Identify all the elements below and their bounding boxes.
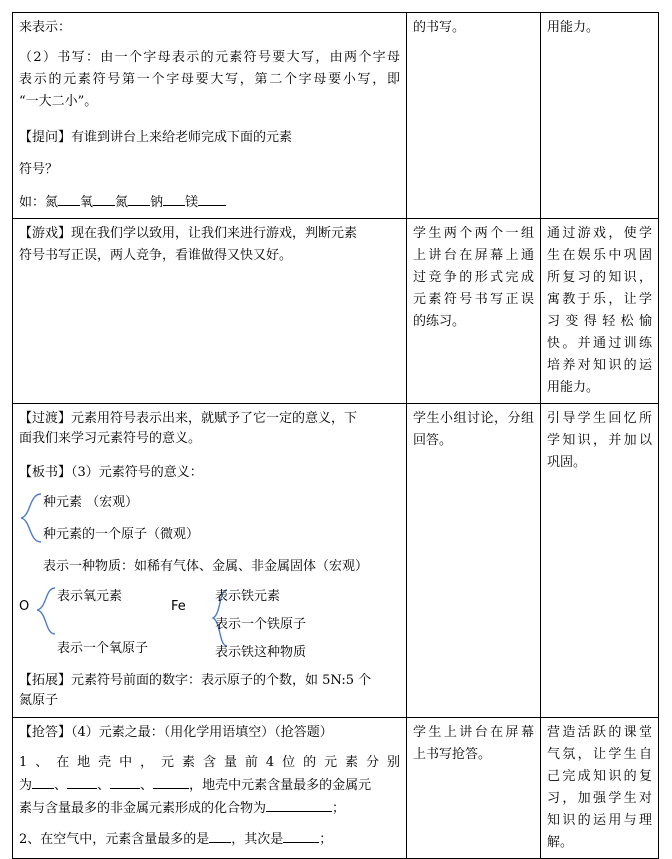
fill-blank	[93, 191, 115, 206]
oxygen-symbol: O	[19, 599, 30, 614]
fill-blank	[58, 191, 80, 206]
content-line: 学生小组讨论，分组	[413, 411, 534, 426]
meaning-micro: 种元素的一个原子（微观）	[43, 527, 200, 542]
teaching-content-cell	[13, 219, 407, 404]
content-line: 面我们来学习元素符号的意义。	[19, 431, 202, 446]
content-line	[19, 462, 203, 484]
content-line	[19, 722, 400, 744]
element-name: 氮	[45, 195, 59, 210]
fill-blank	[283, 828, 319, 843]
content-text: 元素符号前面的数字：表示原子的个数，如 5N:5 个	[71, 673, 372, 688]
design-intent-cell	[541, 404, 659, 718]
content-line: 用能力。	[547, 20, 600, 35]
left-brace-icon	[19, 490, 45, 546]
content-line: 过竞争的形式完成	[413, 270, 534, 285]
table-row	[13, 404, 659, 718]
section-tag: 【提问】	[19, 130, 72, 145]
student-activity-cell	[407, 219, 541, 404]
element-name: 氧	[80, 195, 94, 210]
fill-blank	[110, 774, 140, 789]
meaning-macro: 种元素 （宏观）	[43, 495, 139, 510]
symbol-meaning-block	[19, 408, 400, 710]
content-line	[19, 670, 371, 692]
design-intent-cell	[541, 718, 659, 859]
fill-blank	[198, 191, 226, 206]
section-tag: 【板书】	[19, 465, 72, 480]
content-line: 用能力。	[547, 380, 600, 395]
content-line: 表示的元素符号第一个字母要大写，第二个字母要小写，即	[19, 72, 400, 87]
element-name: 氮	[115, 195, 129, 210]
content-line: 通过游戏，使学	[547, 226, 652, 241]
content-line: 己完成知识的复	[547, 769, 652, 784]
student-activity-cell	[407, 13, 541, 219]
question-line	[19, 127, 400, 149]
content-line: 寓教于乐，让学	[547, 292, 652, 307]
fill-blank	[266, 797, 332, 812]
oxygen-meaning: 表示氧元素	[57, 589, 123, 604]
content-text: 元素用符号表示出来，就赋予了它一定的意义，下	[71, 411, 358, 426]
content-text: （3）元素符号的意义：	[71, 465, 203, 480]
content-line: （2）书写：由一个字母表示的元素符号要大写，由两个字母	[19, 50, 400, 65]
content-line: 回答。	[413, 433, 453, 448]
content-line: 营造活跃的课堂	[547, 725, 652, 740]
iron-symbol: Fe	[171, 599, 186, 614]
teaching-content-cell	[13, 718, 407, 859]
content-line: 气氛，让学生自	[547, 747, 652, 762]
section-tag: 【抢答】	[19, 725, 72, 740]
table-row	[13, 718, 659, 859]
content-line: 上书写抢答。	[413, 747, 492, 762]
section-tag: 【拓展】	[19, 673, 72, 688]
content-line	[19, 223, 400, 245]
content-line: 所复习的知识，	[547, 270, 652, 285]
content-text: 素与含量最多的非金属元素形成的化合物为	[19, 801, 267, 816]
content-text: （4）元素之最：（用化学用语填空）（抢答题）	[71, 725, 333, 740]
content-line: 学生两个两个一组	[413, 226, 534, 241]
element-name: 镁	[185, 195, 199, 210]
content-text: 为	[19, 778, 33, 793]
design-intent-cell	[541, 13, 659, 219]
content-line: 氮原子	[19, 693, 59, 708]
element-name: 钠	[150, 195, 164, 210]
oxygen-brace-icon	[35, 584, 59, 638]
fill-blank	[163, 191, 185, 206]
fill-blank	[32, 774, 54, 789]
oxygen-meaning: 表示一个氧原子	[57, 641, 149, 656]
content-line: “一大二小”。	[19, 94, 98, 109]
content-line: 的书写。	[413, 20, 466, 35]
content-line: 解。	[547, 835, 574, 850]
student-activity-cell	[407, 718, 541, 859]
content-text: ；	[319, 832, 333, 847]
fill-blank	[128, 191, 150, 206]
lesson-plan-table	[12, 12, 659, 859]
content-line: 元素符号书写正误	[413, 292, 534, 307]
content-line: 学知识，并加以	[547, 433, 652, 448]
question-line: 1、在地壳中，元素含量前4位的元素分别	[19, 755, 400, 770]
content-line: 来表示：	[19, 20, 72, 35]
content-line: 上讲台在屏幕上通	[413, 248, 534, 263]
content-text: ，其次是	[231, 832, 284, 847]
content-line: 的练习。	[413, 314, 466, 329]
meaning-substance: 表示一种物质：如稀有气体、金属、非金属固体（宏观）	[43, 559, 369, 574]
table-row	[13, 13, 659, 219]
section-tag: 【游戏】	[19, 226, 72, 241]
question-line	[19, 828, 400, 851]
content-line: 巩固。	[547, 455, 587, 470]
section-tag: 【过渡】	[19, 411, 72, 426]
content-line: 习，加强学生对	[547, 791, 652, 806]
content-line: 培养对知识的运	[547, 358, 652, 373]
iron-meaning: 表示铁元素	[215, 589, 281, 604]
content-text: ，地壳中元素含量最多的金属元	[189, 778, 372, 793]
example-line	[19, 191, 400, 214]
teaching-content-cell	[13, 13, 407, 219]
content-line	[19, 408, 357, 430]
content-line: 生在娱乐中巩固	[547, 248, 652, 263]
iron-meaning: 表示一个铁原子	[215, 617, 307, 632]
example-prefix: 如：	[19, 195, 46, 210]
fill-blank	[67, 774, 97, 789]
content-line: 引导学生回忆所	[547, 411, 652, 426]
iron-meaning: 表示铁这种物质	[215, 645, 307, 660]
content-line: 符号？	[19, 162, 59, 177]
content-text: 有谁到讲台上来给老师完成下面的元素	[71, 130, 293, 145]
design-intent-cell	[541, 219, 659, 404]
content-text: 2、在空气中，元素含量最多的是	[19, 832, 210, 847]
content-line: 学生上讲台在屏幕	[413, 725, 534, 740]
table-row	[13, 219, 659, 404]
fill-blank	[209, 828, 231, 843]
content-line: 习变得轻松愉	[547, 314, 652, 329]
content-line: 符号书写正误，两人竞争，看谁做得又快又好。	[19, 248, 293, 263]
content-text: ；	[332, 801, 346, 816]
student-activity-cell	[407, 404, 541, 718]
content-text: 现在我们学以致用，让我们来进行游戏，判断元素	[71, 226, 358, 241]
content-line: 知识的运用与理	[547, 813, 652, 828]
teaching-content-cell	[13, 404, 407, 718]
fill-blank	[153, 774, 189, 789]
question-line: 为 、 、 、 ，地壳中元素含量最多的金属元	[19, 774, 400, 797]
question-line	[19, 797, 400, 820]
content-line: 快。并通过训练	[547, 336, 652, 351]
